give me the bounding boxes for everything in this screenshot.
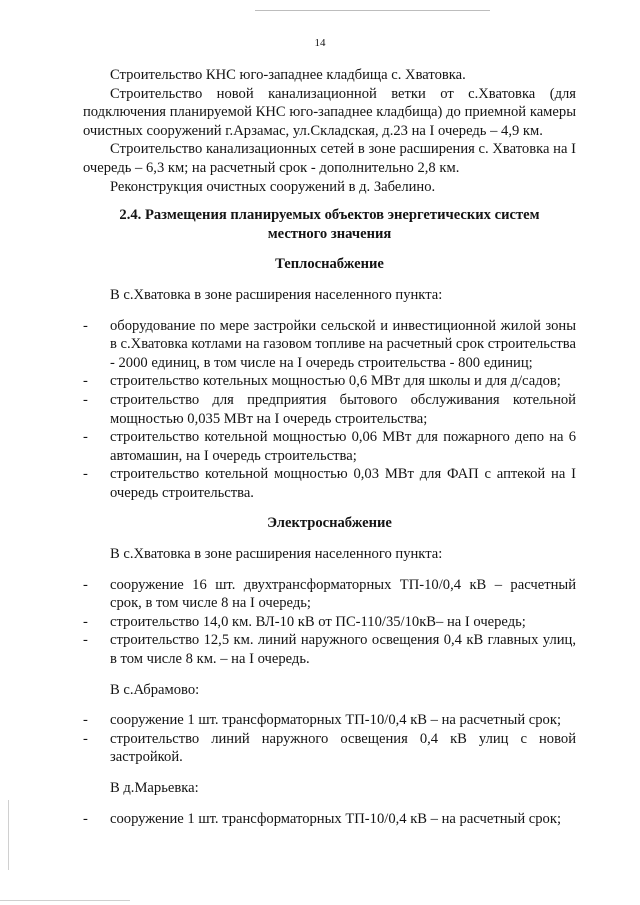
dash-bullet: -	[83, 730, 88, 747]
intro-paragraph: Реконструкция очистных сооружений в д. Забелино.	[110, 178, 436, 195]
dash-bullet: -	[83, 391, 88, 408]
heat-supply-title: Теплоснабжение	[275, 256, 384, 273]
abramovo-list	[83, 711, 576, 767]
power-supply-title: Электроснабжение	[267, 515, 392, 532]
intro-paragraph: Строительство новой канализационной ветки от с.Хватовка (для подключения планируемой КНС юго-западнее кладбища) до приемной камеры очистных сооружений г.Арзамас, ул.Складская, д.23 на I очередь – 4,9 км.	[83, 85, 576, 139]
dash-bullet: -	[83, 632, 88, 649]
intro-paragraph: Строительство канализационных сетей в зоне расширения с. Хватовка на I очередь – 6,3 км; на расчетный срок - дополнительно 2,8 км.	[83, 141, 576, 176]
list-item: - сооружение 16 шт. двухтрансформаторных ТП-10/0,4 кВ – расчетный срок, в том числе 8 на I очередь;	[83, 576, 576, 612]
list-item: - сооружение 1 шт. трансформаторных ТП-10/0,4 кВ – на расчетный срок;	[83, 810, 562, 827]
dash-bullet: -	[83, 613, 88, 630]
bottom-scan-rule	[0, 900, 130, 901]
list-item: - строительство котельных мощностью 0,6 МВт для школы и для д/садов;	[83, 373, 561, 390]
abramovo-lead: В с.Абрамово:	[110, 681, 200, 698]
document-body	[83, 66, 576, 828]
intro-paragraph: Строительство КНС юго-западнее кладбища с. Хватовка.	[110, 67, 466, 83]
dash-bullet: -	[83, 466, 88, 483]
list-item: - строительство 14,0 км. ВЛ-10 кВ от ПС-110/35/10кВ– на I очередь;	[83, 613, 526, 630]
heat-supply-list	[83, 317, 576, 503]
dash-bullet: -	[83, 576, 88, 593]
maryevka-lead: В д.Марьевка:	[110, 780, 199, 796]
dash-bullet: -	[83, 712, 88, 729]
power-supply-lead: В с.Хватовка в зоне расширения населенного пункта:	[110, 546, 443, 563]
dash-bullet: -	[83, 317, 88, 334]
power-supply-list	[83, 576, 576, 669]
list-item: - оборудование по мере застройки сельской и инвестиционной жилой зоны в с.Хватовка котлами на газовом топливе на расчетный срок строительства - 2000 единиц, в том числе на I очередь строительства - 800 единиц;	[83, 317, 576, 371]
list-item: - строительство 12,5 км. линий наружного освещения 0,4 кВ главных улиц, в том числе 8 км. – на I очередь.	[83, 632, 576, 668]
list-item: - сооружение 1 шт. трансформаторных ТП-10/0,4 кВ – на расчетный срок;	[83, 712, 562, 729]
section-title: 2.4. Размещения планируемых объектов энергетических систем местного значения	[119, 207, 540, 242]
maryevka-list	[83, 810, 576, 829]
left-scan-mark	[8, 800, 9, 870]
dash-bullet: -	[83, 810, 88, 827]
dash-bullet: -	[83, 373, 88, 390]
top-scan-rule	[255, 10, 490, 11]
list-item: - строительство для предприятия бытового обслуживания котельной мощностью 0,035 МВт на I очередь строительства;	[83, 391, 576, 427]
list-item: - строительство линий наружного освещения 0,4 кВ улиц с новой застройкой.	[83, 730, 576, 766]
list-item: - строительство котельной мощностью 0,03 МВт для ФАП с аптекой на I очередь строительства.	[83, 466, 576, 501]
page-number: 14	[314, 37, 326, 49]
list-item: - строительство котельной мощностью 0,06 МВт для пожарного депо на 6 автомашин, на I очередь строительства;	[83, 429, 576, 464]
dash-bullet: -	[83, 429, 88, 446]
heat-supply-lead: В с.Хватовка в зоне расширения населенного пункта:	[110, 286, 443, 303]
